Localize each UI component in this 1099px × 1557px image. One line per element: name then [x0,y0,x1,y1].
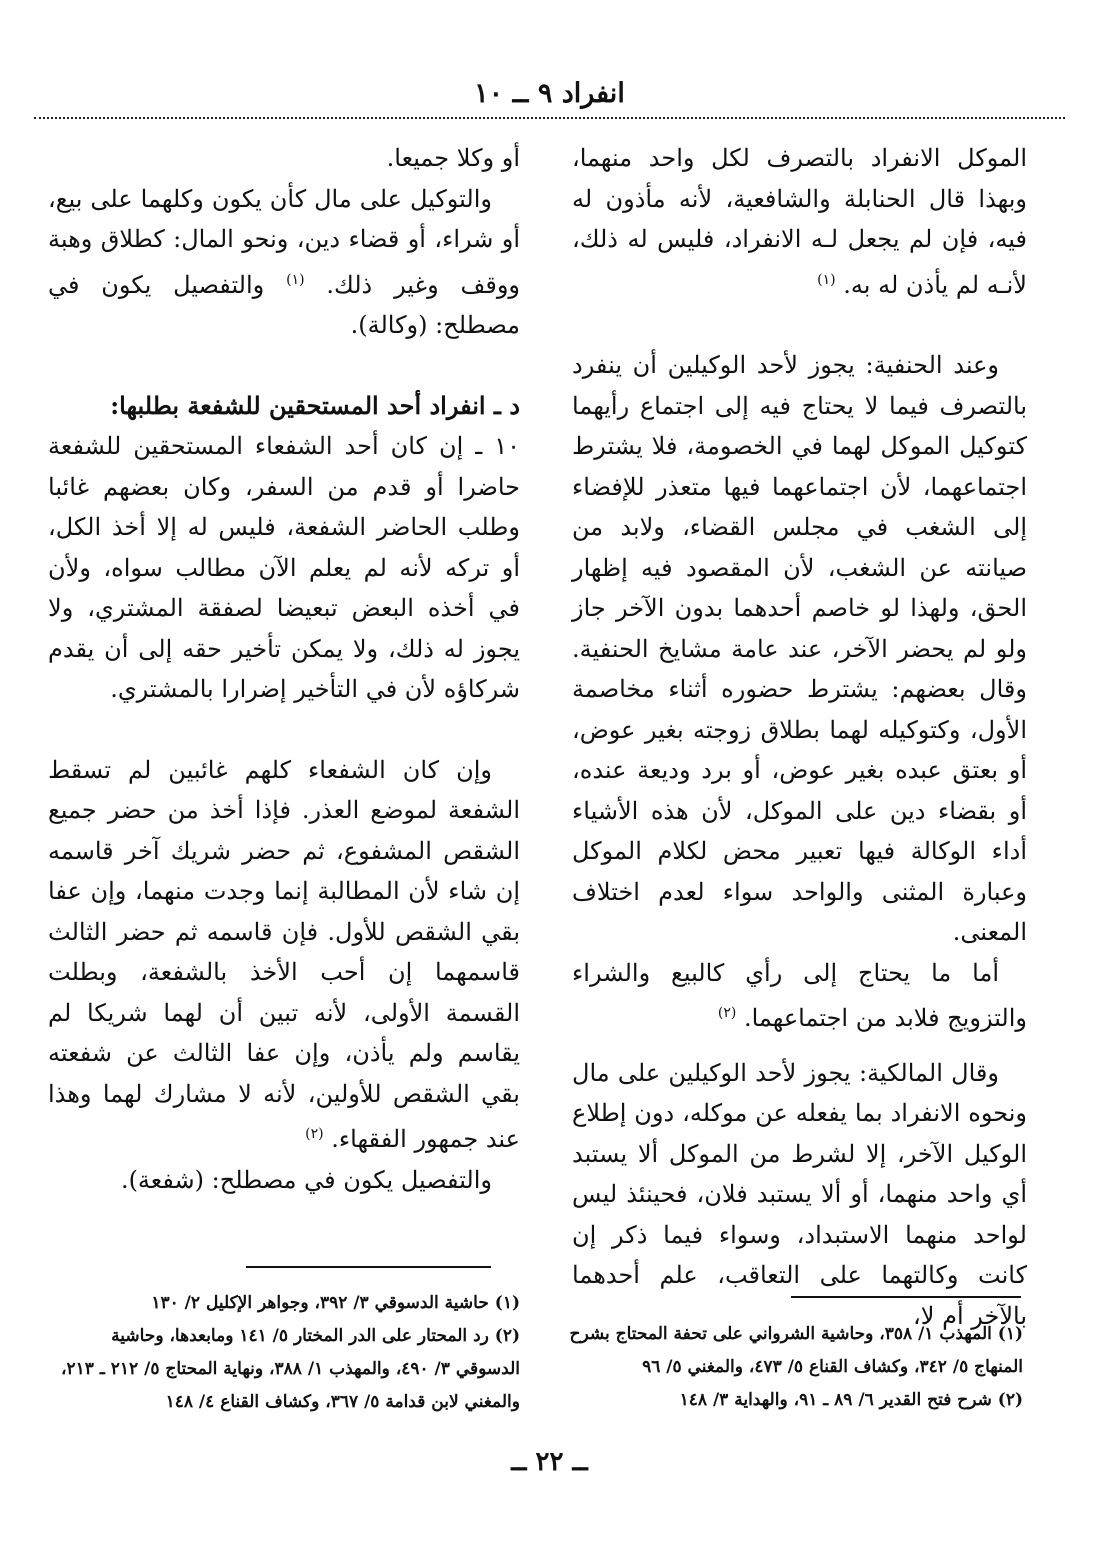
footnote: (٢) رد المحتار على الدر المختار ٥/ ١٤١ ومابعدها، وحاشية الدسوقي ٣/ ٤٩٠، والمهذب ١/ ٣٨٨، ونهاية المحتاج ٥/ ٢١٢ ـ ٢١٣، والمغني لابن قدامة ٥/ ٣٦٧، وكشاف القناع ٤/ ١٤٨ [61,1326,520,1412]
footnote-ref: (٢) [305,1126,324,1142]
paragraph: وعند الحنفية: يجوز لأحد الوكيلين أن ينفرد بالتصرف فيما لا يحتاج فيه إلى اجتماع رأيهما كتوكيل الموكل لهما في الخصومة، فلا يشترط اجتماعهما، لأن اجتماعهما فيها متعذر للإفضاء إلى الشغب في مجلس القضاء، ولابد من صيانته عن الشغب، لأن المقصود فيه إظهار الحق، ولهذا لو خاصم أحدهما بدون الآخر جاز ولو لم يحضر الآخر، عند عامة مشايخ الحنفية. وقال بعضهم: يشترط حضوره أثناء مخاصمة الأول، وكتوكيله لهما بطلاق زوجته بغير عوض، أو بعتق عبده بغير عوض، أو برد وديعة عنده، أو بقضاء دين على الموكل، لأن هذه الأشياء أداء الوكالة فيها تعبير محض لكلام الموكل وعبارة المثنى والواحد سواء لعدم اختلاف المعنى. [572,351,1027,946]
paragraph: ١٠ ـ إن كان أحد الشفعاء المستحقين للشفعة حاضرا أو قدم من السفر، وكان بعضهم غائبا وطلب الحاضر الشفعة، فليس له إلا أخذ الكل، أو تركه لأنه لم يعلم الآن مطالب سواه، ولأن في أخذه البعض تبعيضا لصفقة المشتري، ولا يجوز له ذلك، ولا يمكن تأخير حقه إلى أن يقدم شركاؤه لأن في التأخير إضرارا بالمشتري. [48,432,520,703]
paragraph: وإن كان الشفعاء كلهم غائبين لم تسقط الشفعة لموضع العذر. فإذا أخذ من حضر جميع الشقص المشفوع، ثم حضر شريك آخر قاسمه إن شاء لأن المطالبة إنما وجدت منهما، وإن عفا بقي الشقص للأول. فإن قاسمه ثم حضر الثالث قاسمهما إن أحب الأخذ بالشفعة، وبطلت القسمة الأولى، لأنه تبين أن لهما شريكا لم يقاسم ولم يأذن، وإن عفا الثالث عن شفعته بقي الشقص للأولين، لأنه لا مشارك لهما وهذا عند جمهور الفقهاء. $^{(٢)}$ [48,755,520,1153]
footnote-ref: (١) [817,271,836,288]
footnote-ref: (١) [286,271,305,288]
footnote: (١) المهذب ١/ ٣٥٨، وحاشية الشرواني على تحفة المحتاج بشرح المنهاج ٥/ ٣٤٢، وكشاف القناع ٥/ ٤٧٣، والمغني ٥/ ٩٦ [569,1324,1023,1377]
paragraph: وقال المالكية: يجوز لأحد الوكيلين على مال ونحوه الانفراد بما يفعله عن موكله، دون إطلاع الوكيل الآخر، إلا لشرط من الموكل ألا يستبد أي واحد منهما، أو ألا يستبد فلان، فحينئذ ليس لواحد منهما الاستبداد، وسواء فيما ذكر إن كانت وكالتهما على التعاقب، علم أحدهما بالآخر أم لا، [572,1058,1027,1330]
page-number: ــ ٢٢ ــ [511,1447,588,1477]
running-header: انفراد ٩ ــ ١٠ [474,78,625,109]
footnote-rule [246,1266,491,1268]
paragraph: أما ما يحتاج إلى رأي كالبيع والشراء والتزويج فلابد من اجتماعهما. $^{(٢)}$ [572,958,1027,1032]
paragraph: والتوكيل على مال كأن يكون وكلهما على بيع، أو شراء، أو قضاء دين، ونحو المال: كطلاق وهبة ووقف وغير ذلك. $^{(١)}$ والتفصيل يكون في مصطلح: (وكالة). [48,184,521,339]
footnote-ref: (٢) [717,1005,737,1021]
paragraph: والتفصيل يكون في مصطلح: (شفعة). [120,1165,492,1194]
footnote: (١) حاشية الدسوقي ٣/ ٣٩٢، وجواهر الإكليل ٢/ ١٣٠ [151,1293,520,1313]
paragraph: الموكل الانفراد بالتصرف لكل واحد منهما، وبهذا قال الحنابلة والشافعية، لأنه مأذون له فيه، فإن لم يجعل لـه الانفراد، فليس له ذلك، لأنـه لم يأذن له به. $^{(١)}$ [572,144,1027,299]
footnotes-right [568,1318,1023,1417]
header-dotted-rule [34,117,1065,119]
left-column [48,138,520,1200]
footnote-rule [791,1296,1021,1298]
footnote: (٢) شرح فتح القدير ٦/ ٨٩ ـ ٩١، والهداية ٣/ ١٤٨ [679,1390,1023,1410]
right-column [572,138,1027,1336]
paragraph: أو وكلا جميعا. [386,144,520,172]
footnotes-left [48,1287,520,1419]
section-heading: د ـ انفراد أحد المستحقين للشفعة بطلبها: [110,390,520,420]
